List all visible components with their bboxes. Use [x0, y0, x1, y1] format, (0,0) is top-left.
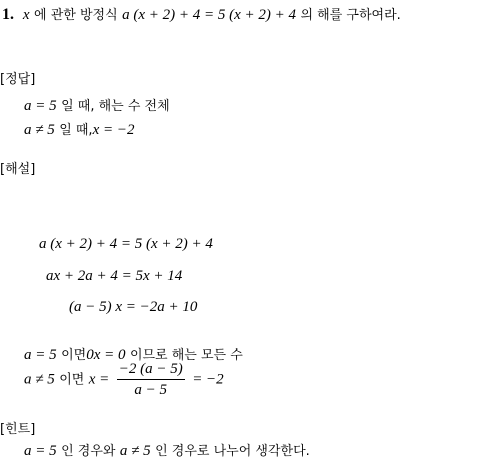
hint-text-1: 인 경우와 — [61, 444, 116, 459]
answer-header: [정답] — [0, 72, 36, 87]
problem-equation: a (x + 2) + 4 = 5 (x + 2) + 4 — [122, 7, 297, 23]
case-2-math: a ≠ 5 — [24, 371, 55, 388]
fraction-numerator: −2 (a − 5) — [117, 360, 185, 380]
answer-line-2-result: x = −2 — [92, 122, 135, 138]
explanation-case-2 — [24, 360, 224, 400]
answer-line-1-math: a = 5 — [24, 98, 57, 114]
hint-math-2: a ≠ 5 — [119, 443, 151, 459]
case-1-mid: 이면 — [61, 348, 87, 363]
case-1-math: a = 5 — [24, 347, 57, 363]
problem-text-b: 의 해를 구하여라. — [300, 8, 401, 23]
answer-line-1-text: 일 때, 해는 수 전체 — [61, 99, 170, 114]
answer-line-1 — [24, 97, 170, 116]
problem-line — [2, 6, 401, 25]
case-1-text: 이므로 해는 모든 수 — [129, 348, 243, 363]
hint-line — [24, 442, 310, 461]
answer-line-2-text: 일 때, — [59, 123, 93, 138]
explanation-header: [해설] — [0, 162, 36, 177]
explanation-equation-2: ax + 2a + 4 = 5x + 14 — [46, 268, 183, 284]
case-2-lhs: x = — [88, 371, 110, 388]
explanation-equation-3: (a − 5) x = −2a + 10 — [69, 299, 198, 315]
hint-text-2: 인 경우로 나누어 생각한다. — [155, 444, 310, 459]
case-1-equation: 0x = 0 — [86, 347, 126, 363]
problem-variable: x — [22, 7, 30, 23]
fraction-denominator: a − 5 — [134, 382, 168, 398]
answer-line-2 — [24, 121, 134, 140]
problem-text-a: 에 관한 방정식 — [34, 8, 118, 23]
explanation-equation-1: a (x + 2) + 4 = 5 (x + 2) + 4 — [39, 236, 213, 252]
case-2-mid: 이면 — [59, 372, 85, 388]
hint-math-1: a = 5 — [24, 443, 57, 459]
answer-line-2-math: a ≠ 5 — [24, 122, 55, 138]
hint-header: [힌트] — [0, 422, 36, 437]
case-2-rhs: = −2 — [192, 371, 224, 388]
problem-number: 1. — [2, 6, 14, 23]
case-2-fraction — [117, 360, 185, 399]
